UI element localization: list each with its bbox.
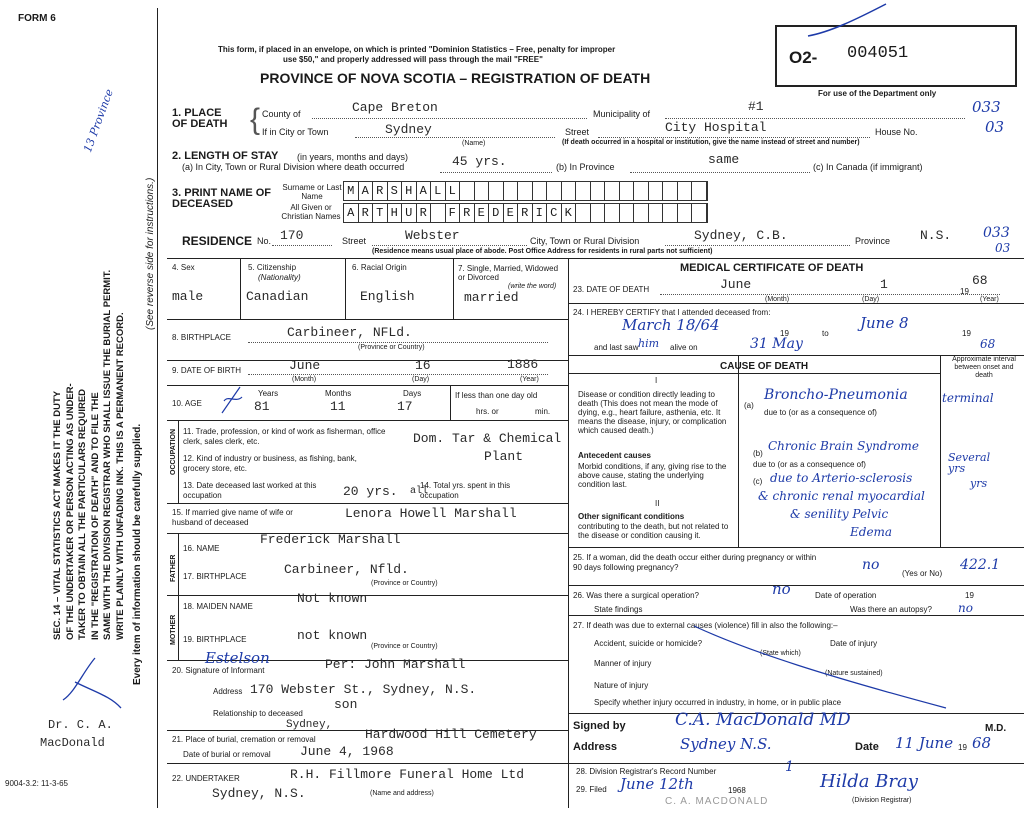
letter-cell: T xyxy=(373,204,388,222)
residence-label: RESIDENCE xyxy=(182,234,253,248)
letter-cell: R xyxy=(518,204,533,222)
brace: { xyxy=(250,103,261,136)
letter-cell xyxy=(431,204,446,222)
house-no-label: House No. xyxy=(875,127,918,137)
physician-stamp: C. A. MACDONALD xyxy=(665,796,769,807)
mother-side-label: MOTHER xyxy=(170,614,177,645)
nationality-sublabel: (Nationality) xyxy=(258,273,301,282)
death-day: 1 xyxy=(880,277,888,292)
letter-cell xyxy=(591,204,606,222)
letter-cell xyxy=(663,204,678,222)
burial-place-label: 21. Place of burial, cremation or removal xyxy=(172,735,316,744)
last-worked-label: 13. Date deceased last worked at this occupation xyxy=(183,481,317,500)
stay-province-value: same xyxy=(708,152,740,167)
letter-cell xyxy=(605,204,620,222)
racial-origin-label: 6. Racial Origin xyxy=(352,263,407,272)
letter-cell xyxy=(547,182,562,200)
industry-value: Plant xyxy=(484,449,524,464)
father-birthplace-value: Carbineer, Nfld. xyxy=(284,562,409,577)
nature-label: Nature of injury xyxy=(594,681,649,690)
from-year-prefix: 19 xyxy=(780,329,789,338)
state-which-sublabel: (State which) xyxy=(760,650,801,657)
relationship-label: Relationship to deceased xyxy=(213,709,303,718)
side-line-6: WRITE PLAINLY WITH UNFADING INK. THIS IS A PERMANENT RECORD. xyxy=(114,312,126,640)
filed-year: 1968 xyxy=(728,786,746,795)
letter-cell: L xyxy=(446,182,461,200)
residence-no-value: 170 xyxy=(280,228,304,243)
attended-from: March 18/64 xyxy=(622,316,720,334)
stay-city-label: (a) In City, Town or Rural Division where death occurred xyxy=(182,162,405,172)
cause-c-label: (c) xyxy=(753,477,763,486)
approx-interval-label: Approximate interval between onset and death xyxy=(952,356,1016,379)
surname-grid xyxy=(343,181,708,201)
racial-origin-value: English xyxy=(360,289,415,304)
date-of-death-label: 23. DATE OF DEATH xyxy=(573,285,650,294)
municipality-label: Municipality of xyxy=(593,109,651,119)
total-years-label: 14. Total yrs. spent in this occupation xyxy=(420,481,511,500)
other-conditions-sub: contributing to the death, but not related to the disease or condition causing it. xyxy=(578,522,729,540)
record-number-label: 28. Division Registrar's Record Number xyxy=(576,767,717,776)
age-days-label: Days xyxy=(403,389,422,398)
side-line-7: Every item of information should be carefully supplied. xyxy=(132,423,143,685)
informant-value: Per: John Marshall xyxy=(325,657,466,672)
residence-street-label: Street xyxy=(342,236,367,246)
letter-cell xyxy=(576,204,591,222)
antecedent-label: Antecedent causes xyxy=(578,451,651,460)
part-one-label: I xyxy=(655,376,658,385)
letter-cell: I xyxy=(533,204,548,222)
autopsy-value: no xyxy=(958,601,973,615)
write-the-word-sublabel: (write the word) xyxy=(508,283,557,290)
letter-cell: C xyxy=(547,204,562,222)
registration-number: 004051 xyxy=(847,44,909,63)
physician-address-label: Address xyxy=(573,741,618,753)
undertaker-sublabel: (Name and address) xyxy=(370,790,434,797)
citizenship-value: Canadian xyxy=(246,289,309,304)
residence-no-label: No. xyxy=(257,236,272,246)
other-condition-1: & chronic renal myocardial xyxy=(758,489,925,503)
death-year-sublabel: (Year) xyxy=(980,296,999,303)
letter-cell: E xyxy=(504,204,519,222)
maiden-name-label: 18. MAIDEN NAME xyxy=(183,602,253,611)
age-years-value: 81 xyxy=(254,399,270,414)
letter-cell: H xyxy=(388,204,403,222)
cause-c-value: due to Arterio-sclerosis xyxy=(770,471,913,485)
print-code: 9004-3.2: 11-3-65 xyxy=(5,779,69,788)
letter-cell xyxy=(692,182,707,200)
part-two-label: II xyxy=(655,499,660,508)
letter-cell xyxy=(678,182,693,200)
letter-cell xyxy=(504,182,519,200)
other-condition-2: & senility Pelvic xyxy=(790,507,889,521)
autopsy-label: Was there an autopsy? xyxy=(850,605,932,614)
cause-a-interval: terminal xyxy=(942,391,994,405)
pregnancy-label: 25. If a woman, did the death occur either during pregnancy or within 90 days following pregnancy? xyxy=(573,553,817,572)
occupation-side-label: OCCUPATION xyxy=(170,428,177,475)
form-title: PROVINCE OF NOVA SCOTIA – REGISTRATION OF DEATH xyxy=(260,70,651,86)
side-line-5: SAME WITH THE DIVISION REGISTRAR WHO SHALL ISSUE THE BURIAL PERMIT. xyxy=(102,269,113,640)
md-label: M.D. xyxy=(985,723,1007,734)
given-names-label: All Given or Christian Names xyxy=(281,203,341,221)
stay-city-value: 45 yrs. xyxy=(452,154,507,169)
industry-label: 12. Kind of industry or business, as fishing, bank, grocery store, etc. xyxy=(183,454,357,473)
letter-cell: D xyxy=(489,204,504,222)
last-saw-year: 68 xyxy=(980,337,996,351)
stamp-line-2: MacDonald xyxy=(40,736,105,750)
letter-cell: S xyxy=(388,182,403,200)
registrar-sublabel: (Division Registrar) xyxy=(852,797,912,804)
letter-cell: R xyxy=(417,204,432,222)
father-side-label: FATHER xyxy=(170,554,177,582)
burial-place-1: Sydney, xyxy=(286,719,333,731)
surgery-label: 26. Was there a surgical operation? xyxy=(573,591,699,600)
letter-cell xyxy=(678,204,693,222)
residence-city-value: Sydney, C.B. xyxy=(694,228,788,243)
death-day-sublabel: (Day) xyxy=(862,296,880,303)
side-line-2: OF THE UNDERTAKER OR PERSON ACTING AS UNDER- xyxy=(64,383,76,640)
letter-cell xyxy=(620,204,635,222)
letter-cell xyxy=(649,204,664,222)
trade-label: 11. Trade, profession, or kind of work as fisherman, office clerk, sales clerk, etc. xyxy=(183,427,386,446)
surname-label: Surname or Last Name xyxy=(282,183,342,201)
registration-prefix: O2- xyxy=(789,48,818,67)
residence-street-value: Webster xyxy=(405,228,460,243)
burial-place-2: Hardwood Hill Cemetery xyxy=(365,727,537,742)
physician-address-value: Sydney N.S. xyxy=(680,735,772,753)
letter-cell: E xyxy=(475,204,490,222)
age-label: 10. AGE xyxy=(172,399,202,408)
letter-cell: A xyxy=(359,182,374,200)
disease-label: Disease or condition directly leading to death (This does not mean the mode of dying, e.g., heart failure, asthenia, etc. It means the disease, injury, or complication which caused death.) xyxy=(578,390,727,435)
less-than-one-day-label: If less than one day old xyxy=(455,391,538,400)
letter-cell: R xyxy=(359,204,374,222)
letter-cell xyxy=(489,182,504,200)
sex-value: male xyxy=(172,289,204,304)
undertaker-value: R.H. Fillmore Funeral Home Ltd xyxy=(290,767,525,782)
stamp-line-1: Dr. C. A. xyxy=(48,718,113,732)
dob-day-sublabel: (Day) xyxy=(412,376,430,383)
cause-b-interval: Several yrs xyxy=(948,451,991,475)
letter-cell xyxy=(663,182,678,200)
letter-cell xyxy=(533,182,548,200)
residence-city-label: City, Town or Rural Division xyxy=(530,236,640,246)
last-saw-date: 31 May xyxy=(750,336,803,352)
burial-date-label: Date of burial or removal xyxy=(183,750,271,759)
dob-day: 16 xyxy=(415,358,431,373)
signed-year-prefix: 19 xyxy=(958,743,967,752)
letter-cell xyxy=(475,182,490,200)
filed-label: 29. Filed xyxy=(576,785,607,794)
stay-canada-label: (c) In Canada (if immigrant) xyxy=(813,162,923,172)
last-saw-label: and last saw xyxy=(594,343,639,352)
cause-of-death-title: CAUSE OF DEATH xyxy=(720,361,809,372)
dob-month-sublabel: (Month) xyxy=(292,376,317,383)
citizenship-label: 5. Citizenship xyxy=(248,263,297,272)
mother-birthplace-value: not known xyxy=(297,628,368,643)
signed-date-label: Date xyxy=(855,741,879,753)
residence-code1: 033 xyxy=(983,225,1010,241)
antecedent-sub: Morbid conditions, if any, giving rise to the above cause, stating the underlying condition last. xyxy=(578,462,727,489)
maiden-name-value: Not known xyxy=(297,591,368,606)
strike-through-icon xyxy=(690,622,950,712)
county-code: 033 xyxy=(972,98,1001,116)
street-value: City Hospital xyxy=(665,120,767,135)
side-line-8: (See reverse side for instructions.) xyxy=(145,177,156,330)
operation-year-prefix: 19 xyxy=(965,591,974,600)
death-year: 68 xyxy=(972,273,988,288)
cause-c-interval: yrs xyxy=(970,477,988,490)
relationship-value: son xyxy=(334,697,358,712)
institution-hint: (If death occurred in a hospital or institution, give the name instead of street and number) xyxy=(562,139,860,146)
age-months-value: 11 xyxy=(330,399,346,414)
due-to-label-a: due to (or as a consequence of) xyxy=(764,408,877,417)
county-label: County of xyxy=(262,109,301,119)
letter-cell xyxy=(518,182,533,200)
left-check-scribble-icon xyxy=(55,652,125,712)
certify-label: 24. I HEREBY CERTIFY that I attended deceased from: xyxy=(573,308,771,317)
filed-date: June 12th xyxy=(620,775,694,793)
informant-label: 20. Signature of Informant xyxy=(172,666,265,675)
letter-cell: A xyxy=(417,182,432,200)
municipality-value: #1 xyxy=(748,99,764,114)
given-names-grid xyxy=(343,203,708,223)
death-month: June xyxy=(720,277,752,292)
informant-address-label: Address xyxy=(213,687,243,696)
to-year-prefix: 19 xyxy=(962,329,971,338)
other-conditions-label: Other significant conditions xyxy=(578,512,685,521)
registrar-signature: Hilda Bray xyxy=(820,771,918,792)
length-of-stay-label: 2. LENGTH OF STAY xyxy=(172,150,279,162)
state-findings-label: State findings xyxy=(594,605,643,614)
city-code: 03 xyxy=(985,118,1005,136)
last-worked-value: 20 yrs. xyxy=(343,484,398,499)
to-label: to xyxy=(822,329,829,338)
letter-cell xyxy=(620,182,635,200)
margin-note: 13 Province xyxy=(81,87,116,155)
letter-cell: L xyxy=(431,182,446,200)
code-3: 422.1 xyxy=(960,557,1001,573)
accident-label: Accident, suicide or homicide? xyxy=(594,639,703,648)
letter-cell xyxy=(576,182,591,200)
letter-cell xyxy=(460,182,475,200)
undertaker-address: Sydney, N.S. xyxy=(212,786,306,801)
side-line-3: TAKER TO OBTAIN ALL THE PARTICULARS REQUIRED xyxy=(77,388,88,640)
undertaker-label: 22. UNDERTAKER xyxy=(172,774,240,783)
manner-label: Manner of injury xyxy=(594,659,652,668)
attended-to: June 8 xyxy=(860,314,909,332)
total-years-value: all xyxy=(410,486,429,497)
city-label: If in City or Town xyxy=(262,127,329,137)
father-birthplace-label: 17. BIRTHPLACE xyxy=(183,572,247,581)
due-to-label-b: due to (or as a consequence of) xyxy=(753,460,866,469)
mother-birthplace-sublabel: (Province or Country) xyxy=(371,643,438,650)
name-sublabel: (Name) xyxy=(462,140,486,147)
cause-a-value: Broncho-Pneumonia xyxy=(764,387,908,403)
name-of-deceased-label: 3. PRINT NAME OF DECEASED xyxy=(172,187,272,210)
side-line-1: SEC. 14 – VITAL STATISTICS ACT MAKES IT THE DUTY xyxy=(52,390,63,640)
residence-province-value: N.S. xyxy=(920,228,952,243)
letter-cell xyxy=(649,182,664,200)
specify-label: Specify whether injury occurred in industry, in home, or in public place xyxy=(594,698,842,707)
stay-province-label: (b) In Province xyxy=(556,162,615,172)
death-month-sublabel: (Month) xyxy=(765,296,790,303)
dob-year-sublabel: (Year) xyxy=(520,376,539,383)
signed-by-value: C.A. MacDonald MD xyxy=(675,710,851,730)
record-number-value: 1 xyxy=(785,759,794,775)
pregnancy-value: no xyxy=(862,557,880,573)
external-causes-label: 27. If death was due to external causes (violence) fill in also the following:– xyxy=(573,621,838,630)
side-line-4: IN THE "REGISTRATION OF DEATH" AND TO FILE THE xyxy=(89,392,101,640)
cause-b-label: (b) xyxy=(753,449,763,458)
street-label: Street xyxy=(565,127,590,137)
letter-cell xyxy=(605,182,620,200)
father-name-value: Frederick Marshall xyxy=(260,532,401,547)
letter-cell xyxy=(692,204,707,222)
alive-on-label: alive on xyxy=(670,343,698,352)
dob-year: 1886 xyxy=(507,357,539,372)
father-birthplace-sublabel: (Province or Country) xyxy=(371,580,438,587)
birthplace-value: Carbineer, NFLd. xyxy=(287,325,412,340)
age-months-label: Months xyxy=(325,389,352,398)
sex-label: 4. Sex xyxy=(172,263,195,272)
residence-hint: (Residence means usual place of abode. Post Office Address for residents in rural parts not sufficient) xyxy=(372,248,713,255)
letter-cell: H xyxy=(402,182,417,200)
residence-code2: 03 xyxy=(995,241,1011,255)
length-of-stay-sub: (in years, months and days) xyxy=(297,152,409,162)
birthplace-label: 8. BIRTHPLACE xyxy=(172,333,231,342)
father-name-label: 16. NAME xyxy=(183,544,220,553)
date-of-birth-label: 9. DATE OF BIRTH xyxy=(172,366,242,375)
birthplace-sublabel: (Province or Country) xyxy=(358,344,425,351)
min-label: min. xyxy=(535,407,551,416)
cause-a-label: (a) xyxy=(744,401,754,410)
cause-b-value: Chronic Brain Syndrome xyxy=(768,439,919,453)
him-value: him xyxy=(638,337,660,350)
spouse-value: Lenora Howell Marshall xyxy=(345,506,517,521)
letter-cell xyxy=(591,182,606,200)
letter-cell: F xyxy=(446,204,461,222)
letter-cell: U xyxy=(402,204,417,222)
letter-cell: R xyxy=(460,204,475,222)
letter-cell xyxy=(634,182,649,200)
residence-province-label: Province xyxy=(855,236,891,246)
medical-certificate-title: MEDICAL CERTIFICATE OF DEATH xyxy=(680,262,864,274)
marital-status-value: married xyxy=(464,290,519,305)
surgery-value: no xyxy=(772,580,791,598)
letter-cell: A xyxy=(344,204,359,222)
date-of-operation-label: Date of operation xyxy=(815,591,877,600)
nature-sustained-sublabel: (Nature sustained) xyxy=(825,670,883,677)
letter-cell: R xyxy=(373,182,388,200)
hrs-label: hrs. or xyxy=(476,407,499,416)
trade-value: Dom. Tar & Chemical xyxy=(413,431,562,446)
signed-by-label: Signed by xyxy=(573,720,626,732)
burial-date-value: June 4, 1968 xyxy=(300,744,394,759)
mail-notice-line1: This form, if placed in an envelope, on which is printed "Dominion Statistics – Free, penalty for improper xyxy=(218,45,616,54)
date-of-injury-label: Date of injury xyxy=(830,639,878,648)
marital-status-label: 7. Single, Married, Widowed or Divorced xyxy=(458,264,559,282)
county-value: Cape Breton xyxy=(352,100,438,115)
yes-no-sublabel: (Yes or No) xyxy=(902,569,943,578)
letter-cell: K xyxy=(562,204,577,222)
other-condition-3: Edema xyxy=(850,525,893,539)
place-of-death-label: 1. PLACE OF DEATH xyxy=(172,107,228,130)
signed-year-value: 68 xyxy=(972,734,992,752)
letter-cell: M xyxy=(344,182,359,200)
informant-signature: Estelson xyxy=(205,649,270,667)
mail-notice-line2: use $50," and properly addressed will pass through the mail "FREE" xyxy=(283,55,543,64)
department-use-label: For use of the Department only xyxy=(818,89,937,98)
death-year-prefix: 19 xyxy=(960,287,969,296)
signed-date-value: 11 June xyxy=(895,734,954,752)
city-value: Sydney xyxy=(385,122,432,137)
informant-address-value: 170 Webster St., Sydney, N.S. xyxy=(250,682,477,697)
age-scribble-icon xyxy=(218,383,246,418)
check-mark-icon xyxy=(800,2,890,42)
age-days-value: 17 xyxy=(397,399,413,414)
mother-birthplace-label: 19. BIRTHPLACE xyxy=(183,635,247,644)
form-number: FORM 6 xyxy=(18,13,56,24)
letter-cell xyxy=(634,204,649,222)
spouse-label: 15. If married give name of wife or husband of deceased xyxy=(172,508,293,527)
dob-month: June xyxy=(289,358,321,373)
age-years-label: Years xyxy=(258,389,279,398)
letter-cell xyxy=(562,182,577,200)
